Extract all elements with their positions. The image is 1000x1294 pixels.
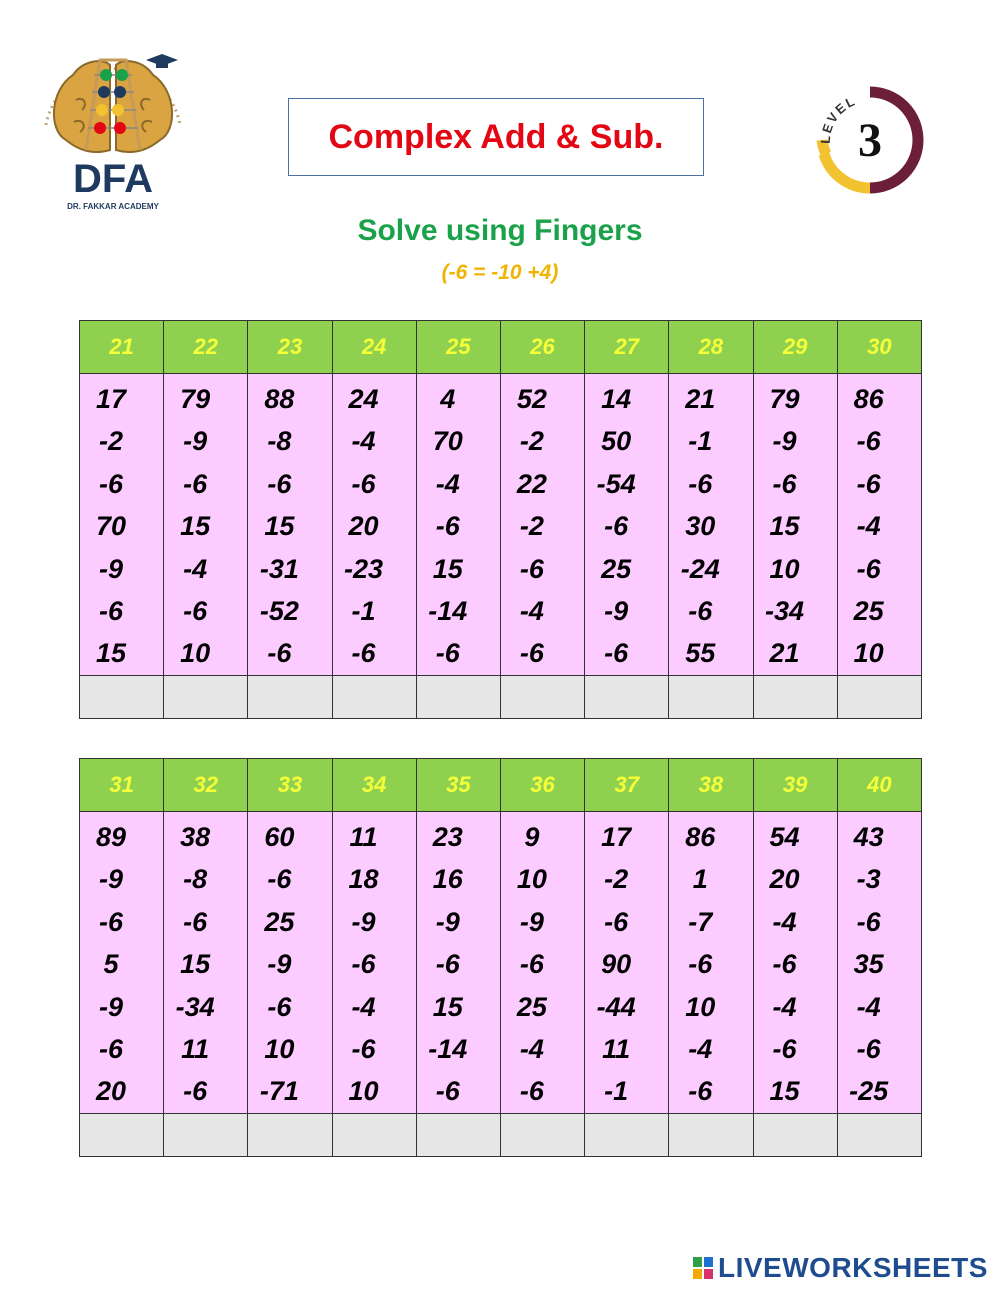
problem-value: 25 — [601, 553, 632, 584]
problem-value: 20 — [95, 1076, 127, 1107]
problem-value: -6 — [856, 1034, 881, 1065]
problem-value: -4 — [519, 596, 544, 627]
answer-cell — [837, 1113, 921, 1156]
problem-value: -23 — [344, 553, 384, 584]
problem-value: -6 — [856, 553, 881, 584]
problem-value: 70 — [95, 511, 127, 542]
problem-value: -25 — [849, 1076, 889, 1107]
problem-value: 20 — [348, 511, 379, 542]
problem-values — [500, 374, 584, 676]
problem-value: -6 — [267, 864, 292, 895]
problem-value: 24 — [348, 384, 379, 414]
level-number: 3 — [858, 114, 882, 167]
problem-value: -14 — [428, 596, 468, 627]
answer-input[interactable] — [669, 676, 752, 718]
answer-input[interactable] — [417, 676, 500, 718]
problem-value: -6 — [519, 1076, 544, 1107]
problem-value: 18 — [348, 864, 379, 895]
problem-value: 11 — [349, 822, 378, 852]
problem-value: 55 — [685, 638, 716, 669]
answer-cell — [416, 1113, 500, 1156]
problem-value: -6 — [856, 906, 881, 937]
value-stack — [164, 812, 247, 1113]
answer-input[interactable] — [501, 676, 584, 718]
problem-values — [669, 374, 753, 676]
problem-number-row — [80, 321, 922, 374]
problem-number: 39 — [753, 759, 837, 812]
problem-value: -4 — [688, 1034, 713, 1065]
problem-value: 15 — [95, 638, 127, 669]
problem-value: 22 — [516, 468, 547, 499]
problem-value: -9 — [98, 553, 123, 584]
problem-value: -6 — [351, 1034, 376, 1065]
problem-value: -6 — [351, 949, 376, 980]
problem-number: 29 — [753, 321, 837, 374]
problem-value: -9 — [98, 991, 123, 1022]
problem-value: -6 — [98, 596, 123, 627]
problem-values — [500, 812, 584, 1114]
problem-value: 79 — [180, 384, 211, 414]
value-stack — [754, 812, 837, 1113]
problem-value: 17 — [601, 822, 632, 852]
problem-value: 23 — [432, 822, 463, 852]
problem-number: 31 — [80, 759, 164, 812]
problem-value: 14 — [601, 384, 632, 414]
answer-input[interactable] — [164, 676, 247, 718]
value-stack — [669, 812, 752, 1113]
problem-value: -52 — [259, 596, 299, 627]
problem-value: 11 — [181, 1034, 210, 1065]
problem-value: -71 — [259, 1076, 299, 1107]
problem-value: -6 — [183, 468, 208, 499]
answer-cell — [669, 1113, 753, 1156]
problem-value: 30 — [685, 511, 716, 542]
problem-value: 86 — [685, 822, 716, 852]
value-stack — [417, 374, 500, 675]
problem-values — [164, 812, 248, 1114]
problem-value: -2 — [519, 511, 544, 542]
problem-values — [585, 812, 669, 1114]
problem-table-2 — [79, 758, 922, 1157]
problem-value: 15 — [180, 511, 211, 542]
problem-number: 33 — [248, 759, 332, 812]
problem-value: -2 — [604, 864, 629, 895]
problem-value: 10 — [769, 553, 800, 584]
problem-number: 34 — [332, 759, 416, 812]
answer-cell — [332, 1113, 416, 1156]
problem-values — [416, 812, 500, 1114]
problem-value: -6 — [435, 949, 460, 980]
problem-value: 5 — [103, 949, 119, 980]
problem-value: -6 — [435, 638, 460, 669]
problem-values-row — [80, 812, 922, 1114]
answer-row — [80, 1113, 922, 1156]
answer-input[interactable] — [417, 1114, 500, 1156]
problem-number: 21 — [80, 321, 164, 374]
problem-values — [837, 374, 921, 676]
problem-value: 11 — [602, 1034, 631, 1065]
problem-value: -9 — [183, 426, 208, 457]
problem-values — [416, 374, 500, 676]
value-stack — [754, 374, 837, 675]
instruction-subtitle: Solve using Fingers — [357, 214, 643, 247]
answer-cell — [164, 1113, 248, 1156]
answer-cell — [164, 675, 248, 718]
problem-value: -4 — [351, 426, 376, 457]
problem-value: -6 — [604, 906, 629, 937]
problem-value: -4 — [856, 991, 881, 1022]
problem-value: -6 — [519, 553, 544, 584]
problem-value: -9 — [435, 906, 460, 937]
problem-value: -1 — [604, 1076, 629, 1107]
problem-value: -4 — [856, 511, 881, 542]
problem-number: 23 — [248, 321, 332, 374]
level-badge — [812, 82, 928, 198]
value-stack — [838, 812, 921, 1113]
brand-name: LIVEWORKSHEETS — [718, 1252, 988, 1283]
answer-cell — [80, 1113, 164, 1156]
problem-value: -6 — [351, 468, 376, 499]
problem-value: -1 — [351, 596, 376, 627]
problem-value: 10 — [516, 864, 547, 895]
problem-value: -6 — [519, 949, 544, 980]
problem-value: 10 — [853, 638, 884, 669]
problem-values — [248, 812, 332, 1114]
problem-values — [669, 812, 753, 1114]
liveworksheets-icon — [692, 1256, 714, 1280]
value-stack — [80, 374, 163, 675]
worksheet-title: Complex Add & Sub. — [328, 117, 664, 156]
problem-value: -6 — [772, 468, 797, 499]
instruction-hint: (-6 = -10 +4) — [441, 261, 559, 284]
problem-value: 10 — [685, 991, 716, 1022]
problem-value: -44 — [596, 991, 636, 1022]
problem-value: -9 — [772, 426, 797, 457]
answer-input[interactable] — [248, 1114, 331, 1156]
problem-value: 89 — [95, 822, 127, 852]
problem-value: -6 — [688, 949, 713, 980]
problem-value: -6 — [435, 511, 460, 542]
problem-value: 25 — [853, 596, 884, 627]
problem-value: -9 — [519, 906, 544, 937]
problem-value: 16 — [432, 864, 463, 895]
problem-value: -9 — [604, 596, 629, 627]
problem-number: 40 — [837, 759, 921, 812]
problem-number: 25 — [416, 321, 500, 374]
problem-value: 70 — [432, 426, 463, 457]
dfa-logo — [38, 30, 188, 215]
value-stack — [585, 812, 668, 1113]
problem-value: -6 — [98, 468, 123, 499]
problem-value: 86 — [853, 384, 884, 414]
problem-table-1 — [79, 320, 922, 719]
problem-values — [753, 374, 837, 676]
problem-value: -9 — [351, 906, 376, 937]
problem-value: -24 — [680, 553, 720, 584]
problem-number: 35 — [416, 759, 500, 812]
answer-cell — [669, 675, 753, 718]
problem-value: -6 — [688, 468, 713, 499]
problem-value: -4 — [772, 906, 797, 937]
problem-value: 10 — [348, 1076, 379, 1107]
problem-value: 20 — [769, 864, 800, 895]
problem-number: 36 — [500, 759, 584, 812]
problem-value: -6 — [98, 1034, 123, 1065]
problem-value: 15 — [769, 511, 800, 542]
problem-value: 15 — [432, 553, 463, 584]
problem-value: -4 — [183, 553, 208, 584]
problem-value: -6 — [183, 906, 208, 937]
problem-value: -6 — [772, 1034, 797, 1065]
problem-value: 88 — [264, 384, 295, 414]
value-stack — [838, 374, 921, 675]
answer-input[interactable] — [585, 1114, 668, 1156]
answer-input[interactable] — [501, 1114, 584, 1156]
problem-value: -34 — [175, 991, 215, 1022]
value-stack — [248, 812, 331, 1113]
svg-text:LEVEL — [818, 93, 859, 144]
problem-value: -6 — [267, 468, 292, 499]
problem-value: 10 — [264, 1034, 295, 1065]
value-stack — [585, 374, 668, 675]
problem-value: -4 — [519, 1034, 544, 1065]
answer-input[interactable] — [838, 1114, 921, 1156]
problem-value: 17 — [95, 384, 127, 414]
answer-input[interactable] — [585, 676, 668, 718]
problem-value: 79 — [769, 384, 800, 414]
problem-number: 27 — [585, 321, 669, 374]
problem-value: 15 — [769, 1076, 800, 1107]
problem-value: -6 — [772, 949, 797, 980]
answer-input[interactable] — [754, 676, 837, 718]
problem-value: -6 — [604, 638, 629, 669]
problem-value: -9 — [98, 864, 123, 895]
problem-number: 30 — [837, 321, 921, 374]
problem-number: 26 — [500, 321, 584, 374]
problem-value: -3 — [856, 864, 881, 895]
problem-value: -8 — [267, 426, 292, 457]
problem-value: -6 — [856, 468, 881, 499]
title-box — [288, 98, 704, 176]
answer-input[interactable] — [248, 676, 331, 718]
problem-value: -2 — [98, 426, 123, 457]
problem-values — [164, 374, 248, 676]
answer-cell — [753, 675, 837, 718]
problem-values — [585, 374, 669, 676]
problem-number: 37 — [585, 759, 669, 812]
answer-row — [80, 675, 922, 718]
answer-cell — [416, 675, 500, 718]
problem-value: -54 — [596, 468, 636, 499]
value-stack — [669, 374, 752, 675]
problem-value: 10 — [180, 638, 211, 669]
liveworksheets-brand — [692, 1252, 988, 1284]
answer-cell — [500, 675, 584, 718]
problem-value: -6 — [688, 1076, 713, 1107]
problem-value: 1 — [692, 864, 708, 895]
problem-value: -7 — [688, 906, 713, 937]
problem-values — [837, 812, 921, 1114]
dfa-logo-graphic — [38, 30, 188, 215]
answer-cell — [248, 1113, 332, 1156]
problem-value: 54 — [769, 822, 800, 852]
problem-values-row — [80, 374, 922, 676]
problem-number: 22 — [164, 321, 248, 374]
problem-value: 35 — [853, 949, 884, 980]
value-stack — [417, 812, 500, 1113]
problem-number-row — [80, 759, 922, 812]
problem-value: -6 — [267, 638, 292, 669]
problem-value: -4 — [351, 991, 376, 1022]
problem-value: -6 — [183, 596, 208, 627]
problem-value: -6 — [351, 638, 376, 669]
problem-value: 52 — [516, 384, 547, 414]
problem-value: -4 — [435, 468, 460, 499]
problem-values — [248, 374, 332, 676]
problem-value: 15 — [432, 991, 463, 1022]
problem-value: -6 — [856, 426, 881, 457]
value-stack — [333, 812, 416, 1113]
answer-cell — [332, 675, 416, 718]
problem-value: 15 — [264, 511, 295, 542]
answer-input[interactable] — [669, 1114, 752, 1156]
level-badge-graphic — [812, 82, 928, 198]
problem-value: -6 — [688, 596, 713, 627]
answer-input[interactable] — [164, 1114, 247, 1156]
problem-value: -6 — [267, 991, 292, 1022]
value-stack — [501, 812, 584, 1113]
logo-initials: DFA — [73, 157, 153, 201]
problem-value: -34 — [764, 596, 805, 627]
problem-value: -8 — [183, 864, 208, 895]
problem-value: 50 — [601, 426, 632, 457]
problem-value: 4 — [440, 384, 456, 414]
problem-value: -6 — [98, 906, 123, 937]
problem-value: -6 — [604, 511, 629, 542]
problem-value: -6 — [519, 638, 544, 669]
logo-caption: DR. FAKKAR ACADEMY — [67, 202, 159, 211]
answer-cell — [500, 1113, 584, 1156]
problem-values — [332, 812, 416, 1114]
problem-value: -4 — [772, 991, 797, 1022]
value-stack — [501, 374, 584, 675]
problem-values — [80, 812, 164, 1114]
problem-value: 25 — [516, 991, 547, 1022]
value-stack — [248, 374, 331, 675]
problem-number: 24 — [332, 321, 416, 374]
problem-values — [332, 374, 416, 676]
answer-input[interactable] — [838, 676, 921, 718]
problem-value: -31 — [259, 553, 299, 584]
answer-cell — [80, 675, 164, 718]
problem-value: 21 — [685, 384, 716, 414]
problem-value: 25 — [264, 906, 295, 937]
problem-value: -1 — [688, 426, 713, 457]
problem-number: 28 — [669, 321, 753, 374]
answer-input[interactable] — [333, 1114, 416, 1156]
problem-value: -6 — [435, 1076, 460, 1107]
answer-input[interactable] — [80, 676, 163, 718]
answer-cell — [585, 1113, 669, 1156]
problem-value: -14 — [428, 1034, 468, 1065]
problem-value: 90 — [601, 949, 632, 980]
answer-input[interactable] — [80, 1114, 163, 1156]
problem-number: 32 — [164, 759, 248, 812]
answer-cell — [837, 675, 921, 718]
value-stack — [164, 374, 247, 675]
problem-value: 60 — [264, 822, 295, 852]
problem-value: 9 — [524, 822, 540, 852]
problem-value: -9 — [267, 949, 292, 980]
problem-number: 38 — [669, 759, 753, 812]
problem-value: -2 — [519, 426, 544, 457]
problem-value: 43 — [853, 822, 884, 852]
problem-value: 15 — [180, 949, 211, 980]
answer-cell — [585, 675, 669, 718]
problem-value: 38 — [180, 822, 211, 852]
problem-values — [753, 812, 837, 1114]
problem-value: 21 — [769, 638, 800, 669]
answer-cell — [248, 675, 332, 718]
level-label: LEVEL — [817, 92, 859, 145]
answer-input[interactable] — [754, 1114, 837, 1156]
answer-cell — [753, 1113, 837, 1156]
value-stack — [333, 374, 416, 675]
problem-values — [80, 374, 164, 676]
problem-value: -6 — [183, 1076, 208, 1107]
value-stack — [80, 812, 163, 1113]
answer-input[interactable] — [333, 676, 416, 718]
